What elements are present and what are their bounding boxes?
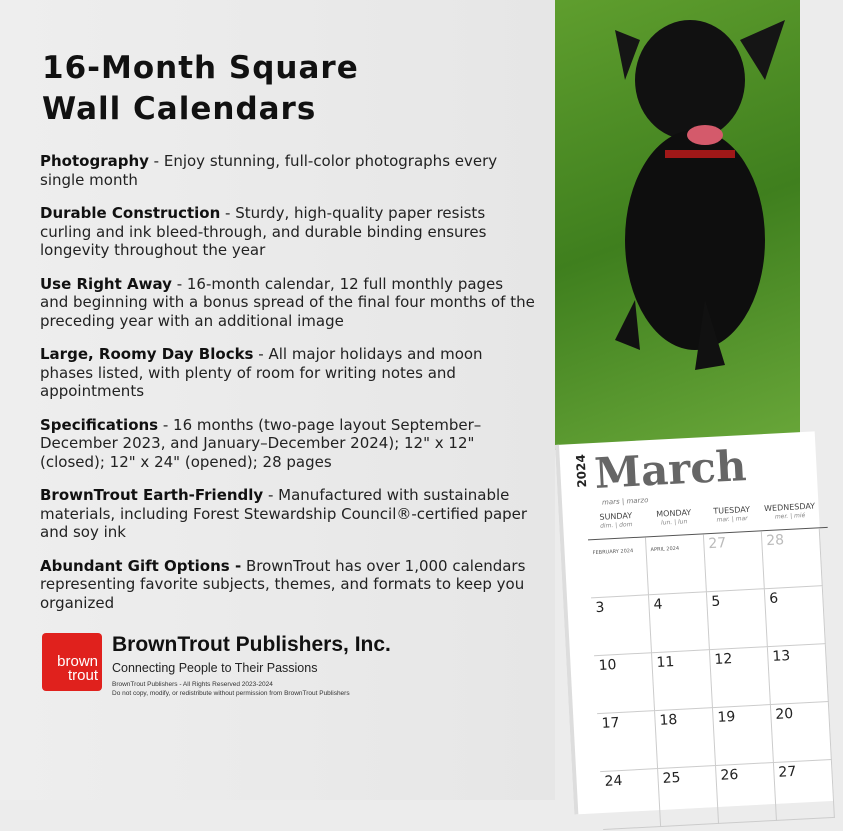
month-translation: mars | marzo: [601, 496, 649, 507]
day-cell: 27: [774, 760, 835, 821]
feature-heading: Use Right Away: [40, 274, 172, 293]
day-cell: 6: [765, 586, 826, 647]
feature-text: BrownTrout has over 1,000 calendars representing favorite subjects, themes, and formats to keep you organized: [40, 556, 526, 612]
feature-item: [40, 345, 535, 401]
feature-text: - 16 months (two-page layout September–December 2023, and January–December 2024); 12" x 12" (closed); 12" x 24" (opened); 28 pages: [40, 415, 482, 471]
mini-calendar: FEBRUARY 2024: [588, 537, 649, 598]
feature-item: [40, 275, 535, 331]
day-cell: 27: [704, 531, 765, 592]
publisher-name: BrownTrout Publishers, Inc.: [112, 633, 391, 656]
mini-calendar: APRIL 2024: [646, 534, 707, 595]
day-cell: 4: [649, 592, 710, 653]
day-header: WEDNESDAY mer. | mié: [763, 501, 816, 521]
feature-text: - Enjoy stunning, full-color photographs every single month: [40, 152, 498, 189]
feature-heading: Specifications: [40, 415, 159, 434]
day-cell: 28: [762, 528, 823, 589]
day-header: SUNDAY dim. | dom: [599, 511, 633, 530]
feature-item: [40, 204, 535, 260]
day-cell: 12: [710, 647, 771, 708]
copyright: BrownTrout Publishers - All Rights Reserved 2023-2024 Do not copy, modify, or redistribute without permission from BrownTrout Publishers: [112, 681, 350, 697]
day-header: TUESDAY mar. | mar: [713, 504, 751, 524]
feature-item: [40, 416, 535, 472]
day-cell: 26: [716, 763, 777, 824]
day-cell: 17: [597, 711, 658, 772]
calendar-page: [555, 431, 834, 814]
dog-photo: [555, 0, 800, 450]
day-cell: 11: [652, 650, 713, 711]
tagline: Connecting People to Their Passions: [112, 661, 318, 675]
feature-list: [40, 152, 535, 627]
day-cell: 18: [655, 708, 716, 769]
publisher-block: [42, 633, 555, 699]
day-cell: 20: [771, 702, 832, 763]
feature-item: [40, 557, 535, 613]
day-cell: 25: [658, 766, 719, 827]
feature-item: [40, 152, 535, 189]
day-cell: 10: [594, 653, 655, 714]
feature-heading: Abundant Gift Options -: [40, 556, 242, 575]
day-cell: 3: [591, 595, 652, 656]
page-title: 16-Month Square Wall Calendars: [42, 50, 359, 127]
feature-heading: Large, Roomy Day Blocks: [40, 345, 254, 363]
day-cell: 13: [768, 644, 829, 705]
calendar-month: March: [593, 441, 748, 498]
feature-text: - All major holidays and moon phases listed, with plenty of room for writing notes and appointments: [40, 345, 483, 400]
day-cell: 19: [713, 705, 774, 766]
feature-text: - Sturdy, high-quality paper resists curling and ink bleed-through, and durable binding ensures longevity throughout the year: [40, 204, 487, 259]
day-cell: 5: [707, 589, 768, 650]
browntrout-logo: brown trout: [42, 633, 102, 691]
feature-text: - Manufactured with sustainable materials, including Forest Stewardship Council®-certified paper and soy ink: [40, 486, 528, 541]
feature-heading: BrownTrout Earth-Friendly: [40, 486, 264, 504]
feature-heading: Photography: [40, 152, 149, 170]
calendar-year: 2024: [573, 453, 590, 488]
feature-heading: Durable Construction: [40, 204, 221, 222]
day-cell: 24: [600, 769, 661, 830]
feature-item: [40, 486, 535, 542]
feature-text: - 16-month calendar, 12 full monthly pages and beginning with a bonus spread of the final four months of the preceding year with an additional image: [40, 274, 535, 330]
day-header: MONDAY lun. | lun: [656, 507, 692, 527]
